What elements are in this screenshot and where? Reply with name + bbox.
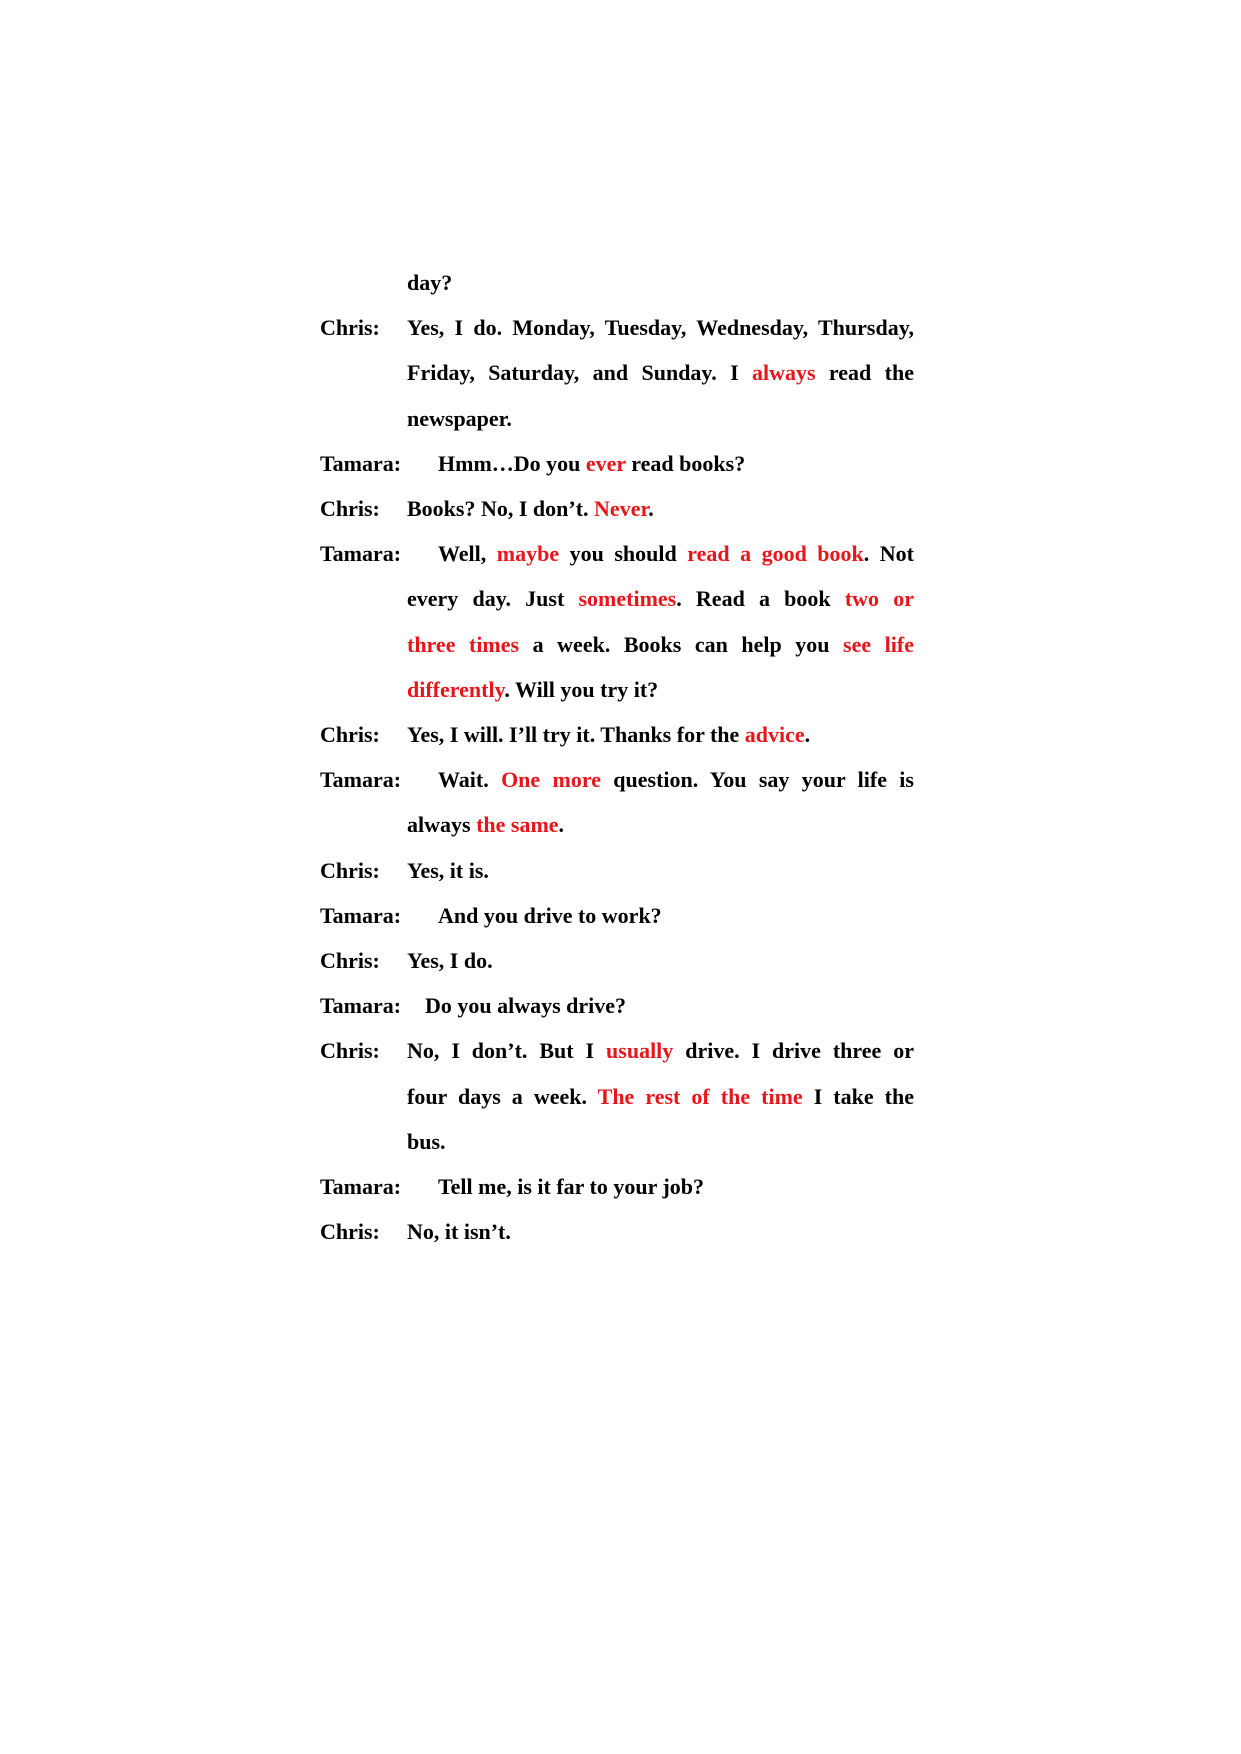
text-segment: . Will you try it? <box>504 676 659 702</box>
text-segment: Well, <box>438 541 497 567</box>
highlighted-phrase: usually <box>606 1038 674 1064</box>
line-text <box>407 720 810 750</box>
text-segment: read books? <box>625 450 746 476</box>
speaker-label: Chris: <box>320 496 380 521</box>
text-segment: And you drive to work? <box>438 902 662 928</box>
dialogue-line <box>0 584 1241 630</box>
highlighted-phrase: the same <box>476 812 559 838</box>
text-segment: always <box>407 812 477 838</box>
text-segment: . Not <box>863 541 914 567</box>
speaker-label: Chris: <box>320 1219 380 1245</box>
line-text <box>407 358 914 388</box>
highlighted-phrase: One more <box>501 767 601 793</box>
text-segment: . <box>648 496 654 521</box>
highlighted-phrase: maybe <box>496 541 560 567</box>
line-text <box>407 810 564 840</box>
line-text <box>407 1082 914 1112</box>
highlighted-phrase: advice <box>744 722 805 747</box>
speaker-label: Tamara: <box>320 450 402 476</box>
text-segment: Yes, it is. <box>407 857 489 883</box>
dialogue-line <box>0 404 1241 450</box>
text-segment: Friday, Saturday, and Sunday. I <box>407 360 752 386</box>
line-text <box>425 991 626 1021</box>
text-segment: Books? No, I don’t. <box>407 496 595 521</box>
highlighted-phrase: two or <box>844 586 914 612</box>
line-text <box>407 268 452 298</box>
speaker-label: Tamara: <box>320 902 402 928</box>
dialogue-line <box>0 449 1241 495</box>
line-text <box>407 584 914 614</box>
text-segment: Yes, I will. I’ll try it. Thanks for the <box>407 722 745 747</box>
dialogue-line <box>0 1217 1241 1263</box>
line-text <box>407 675 658 705</box>
speaker-label: Chris: <box>320 315 380 341</box>
highlighted-phrase: read a good book <box>687 541 864 567</box>
line-text <box>407 494 654 524</box>
text-segment: Hmm…Do you <box>438 450 586 476</box>
dialogue-line <box>0 539 1241 585</box>
dialogue-line <box>0 313 1241 359</box>
text-segment: . <box>804 722 811 747</box>
highlighted-phrase: see life <box>843 631 914 657</box>
text-segment: Wait. <box>438 767 502 793</box>
text-segment: you should <box>559 541 688 567</box>
dialogue-line <box>0 675 1241 721</box>
dialogue-line <box>0 765 1241 811</box>
speaker-label: Chris: <box>320 1038 380 1064</box>
text-segment: No, I don’t. But I <box>407 1038 607 1064</box>
dialogue-line <box>0 901 1241 947</box>
dialogue-line <box>0 720 1241 766</box>
line-text <box>407 946 493 976</box>
dialogue-line <box>0 630 1241 676</box>
speaker-label: Chris: <box>320 857 380 883</box>
text-segment: . <box>558 812 565 838</box>
dialogue-line <box>0 856 1241 902</box>
line-text <box>407 404 512 434</box>
text-segment: Yes, I do. <box>407 948 493 973</box>
text-segment: Yes, I do. Monday, Tuesday, Wednesday, Thursday, <box>407 315 914 341</box>
text-segment: I take the <box>802 1083 915 1109</box>
speaker-label: Tamara: <box>320 993 402 1019</box>
line-text <box>407 1127 446 1157</box>
text-segment: . Read a book <box>676 586 845 612</box>
line-text <box>407 1217 511 1247</box>
text-segment: day? <box>407 270 453 295</box>
dialogue-line <box>0 1082 1241 1128</box>
text-segment: question. You say your life is <box>600 767 914 793</box>
line-text <box>438 539 914 569</box>
text-segment: Tell me, is it far to your job? <box>438 1174 705 1199</box>
line-text <box>438 449 745 479</box>
dialogue-line <box>0 946 1241 992</box>
text-segment: newspaper. <box>407 405 512 431</box>
dialogue-line <box>0 1036 1241 1082</box>
line-text <box>407 1036 914 1066</box>
line-text <box>407 856 489 886</box>
text-segment: Do you always drive? <box>425 993 627 1019</box>
text-segment: four days a week. <box>407 1083 598 1109</box>
line-text <box>438 901 662 931</box>
highlighted-phrase: always <box>752 360 816 386</box>
text-segment: every day. Just <box>407 586 579 612</box>
speaker-label: Tamara: <box>320 541 402 567</box>
line-text <box>407 313 914 343</box>
highlighted-phrase: The rest of the time <box>597 1083 803 1109</box>
dialogue-line <box>0 494 1241 540</box>
speaker-label: Chris: <box>320 948 380 973</box>
highlighted-phrase: differently <box>407 676 505 702</box>
dialogue-line <box>0 810 1241 856</box>
highlighted-phrase: Never <box>594 496 649 521</box>
speaker-label: Tamara: <box>320 767 402 793</box>
text-segment: No, it isn’t. <box>407 1219 511 1245</box>
dialogue-line <box>0 358 1241 404</box>
speaker-label: Tamara: <box>320 1174 402 1199</box>
text-segment: read the <box>815 360 914 386</box>
speaker-label: Chris: <box>320 722 380 747</box>
dialogue-line <box>0 1172 1241 1218</box>
line-text <box>438 1172 704 1202</box>
dialogue-line <box>0 1127 1241 1173</box>
line-text <box>438 765 914 795</box>
highlighted-phrase: ever <box>585 450 626 476</box>
highlighted-phrase: sometimes <box>578 586 677 612</box>
dialogue-line <box>0 991 1241 1037</box>
line-text <box>407 630 914 660</box>
text-segment: bus. <box>407 1128 446 1154</box>
text-segment: a week. Books can help you <box>519 631 844 657</box>
text-segment: drive. I drive three or <box>673 1038 914 1064</box>
dialogue-line <box>0 268 1241 314</box>
highlighted-phrase: three times <box>407 631 520 657</box>
